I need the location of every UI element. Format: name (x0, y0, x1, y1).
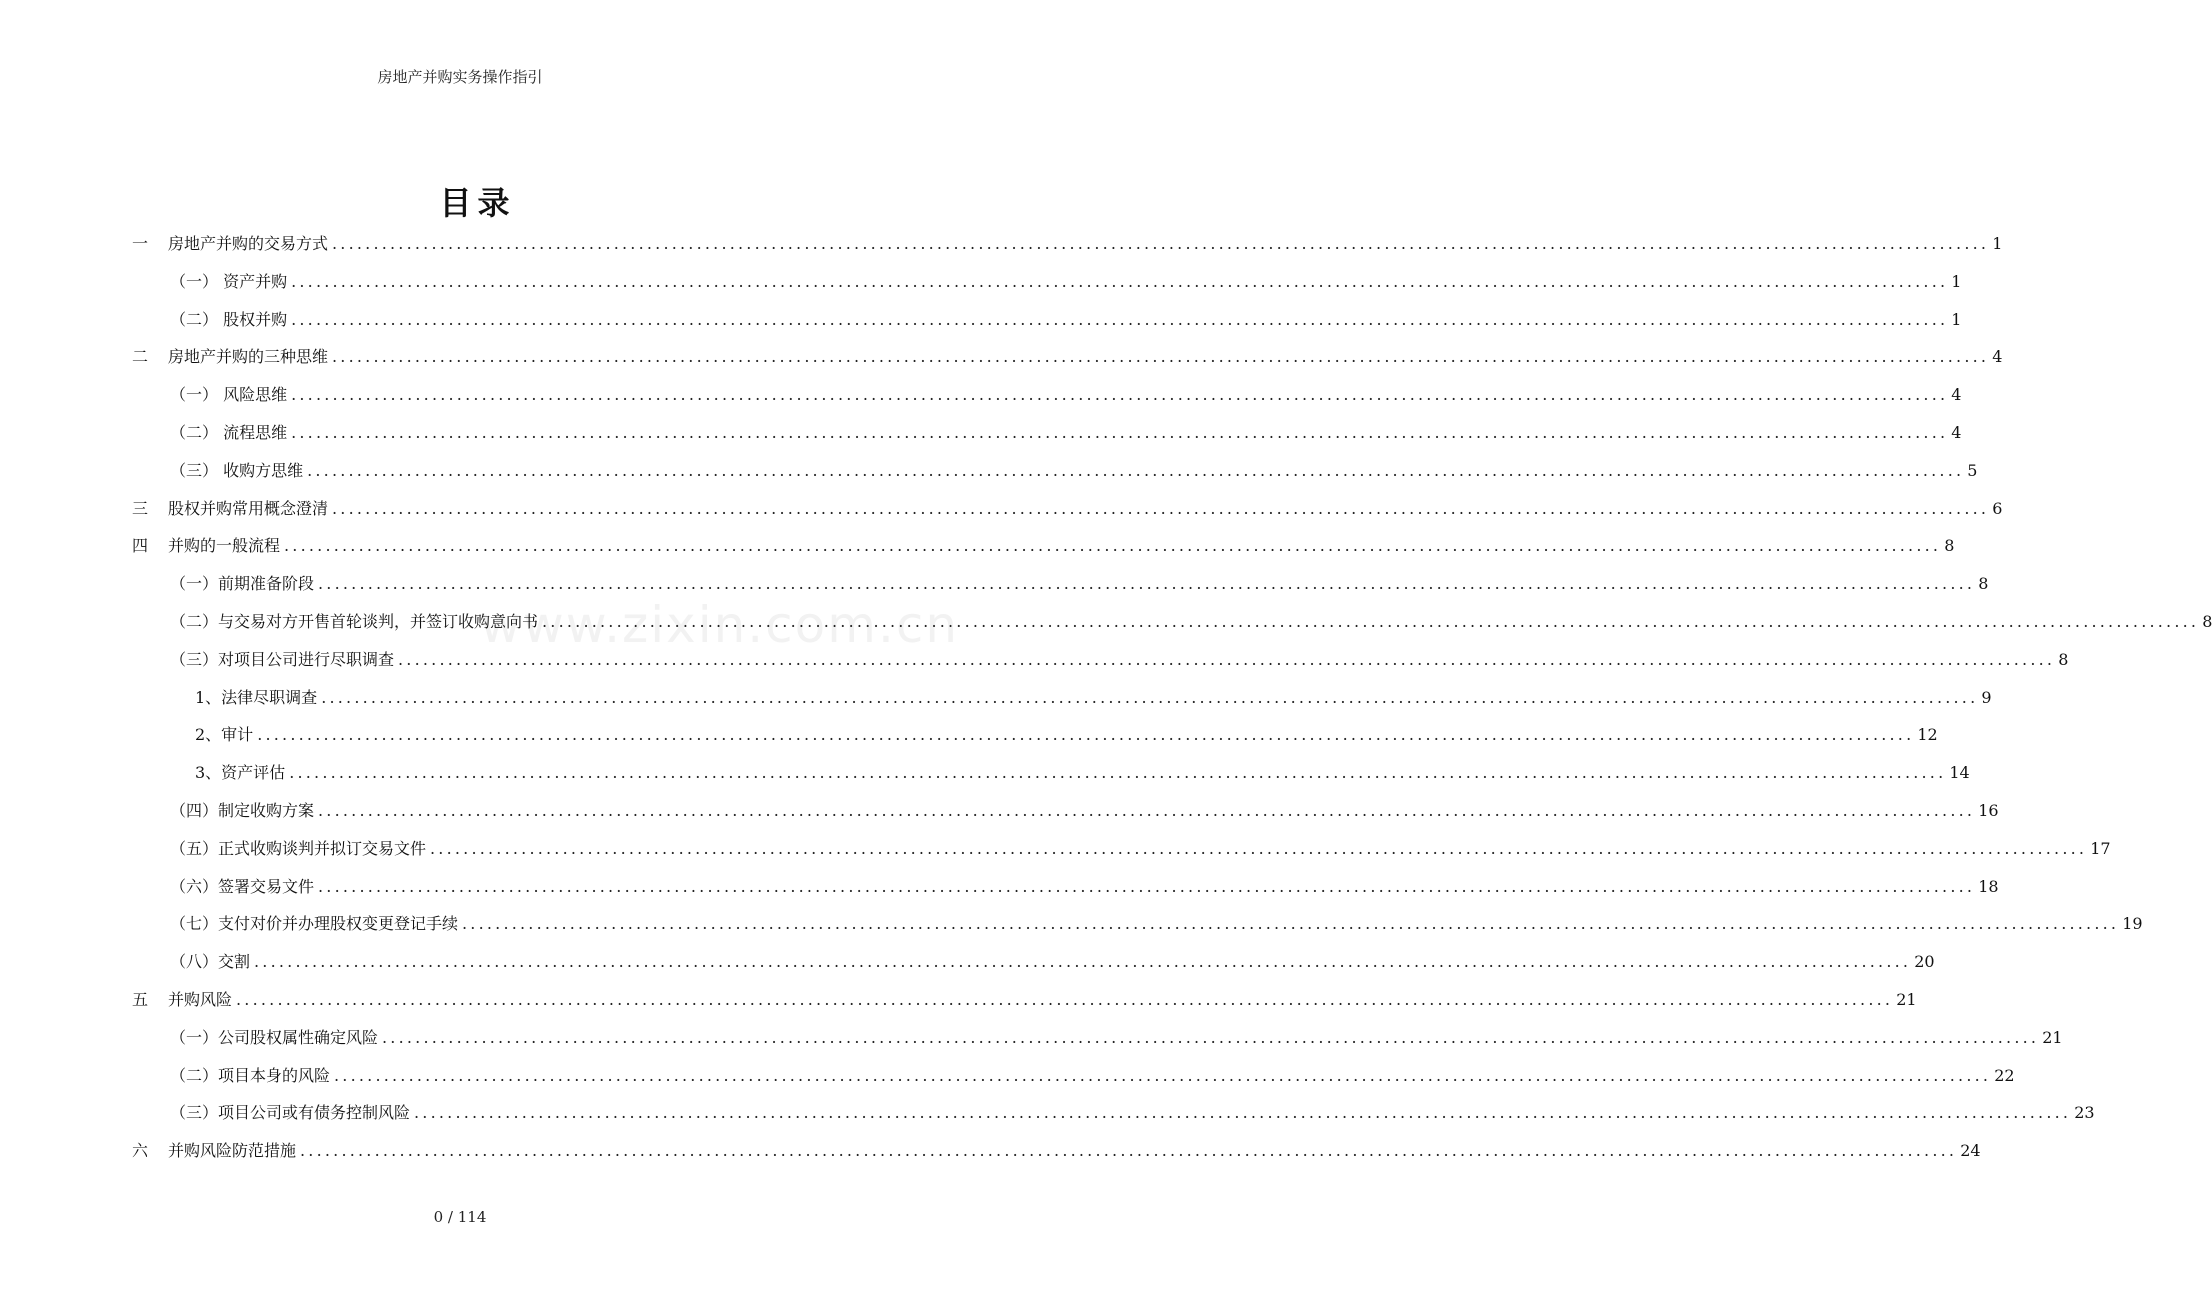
toc-entry[interactable] (132, 493, 2003, 519)
toc-entry-page: 4 (1951, 423, 1962, 442)
toc-entry-text: 并购风险防范措施 (168, 1141, 297, 1161)
toc-entry-text: （三）项目公司或有债务控制风险 (170, 1103, 411, 1123)
toc-entry-label (195, 763, 289, 783)
toc-entry[interactable] (132, 984, 1917, 1010)
toc-entry-page: 20 (1914, 952, 1935, 972)
toc-entry-number: 五 (132, 990, 149, 1009)
dot-leader: ........................................................................................................................................................................................................ (382, 1027, 2040, 1047)
toc-entry-page: 9 (1981, 687, 1992, 707)
toc-entry-text: 并购的一般流程 (168, 536, 281, 556)
toc-entry-label (195, 688, 321, 708)
page-title: 目录 (439, 184, 516, 222)
toc-entry-label (170, 650, 398, 670)
toc-entry-text: 房地产并购的三种思维 (168, 347, 329, 367)
toc-entry-label (132, 1141, 300, 1161)
watermark: www.zixin.com.cn (480, 596, 960, 654)
toc-entry-label (132, 536, 284, 556)
toc-entry-label (170, 914, 462, 934)
dot-leader: ........................................................................................................................................................................................................ (334, 1065, 1992, 1085)
toc-entry[interactable] (170, 606, 2212, 632)
toc-entry-number: 二 (132, 347, 149, 367)
page-number: 0 / 114 (433, 1208, 487, 1226)
toc-entry-page: 17 (2090, 838, 2111, 858)
toc-entry-page: 8 (1944, 536, 1955, 556)
toc-entry[interactable] (170, 417, 1962, 443)
toc-entry-label (170, 310, 291, 330)
toc-entry[interactable] (170, 455, 1978, 481)
toc-entry[interactable] (170, 304, 1962, 330)
toc-entry[interactable] (195, 719, 1938, 745)
toc-entry-page: 24 (1960, 1141, 1981, 1161)
toc-entry-label (170, 1028, 382, 1048)
toc-entry-page: 4 (1951, 385, 1962, 405)
toc-entry[interactable] (170, 266, 1962, 292)
toc-entry-text: 房地产并购的交易方式 (168, 234, 329, 253)
toc-entry-page: 1 (1951, 309, 1962, 329)
toc-entry-label (132, 499, 332, 519)
toc-entry-text: 并购风险 (168, 990, 233, 1009)
toc-entry-label (170, 801, 318, 821)
toc-entry-label (170, 839, 430, 859)
toc-entry-text: （二）与交易对方开售首轮谈判，并签订收购意向书 (170, 612, 539, 631)
dot-leader: ........................................................................................................................................................................................................ (321, 687, 1979, 707)
toc-entry-label (132, 234, 332, 254)
toc-entry-page: 1 (1992, 234, 2003, 253)
toc-entry[interactable] (170, 833, 2111, 859)
toc-entry[interactable] (170, 568, 1989, 594)
toc-entry-page: 18 (1978, 876, 1999, 896)
dot-leader: ........................................................................................................................................................................................................ (462, 914, 2120, 934)
toc-entry-text: （二） 股权并购 (170, 309, 288, 329)
dot-leader: ........................................................................................................................................................................................................ (542, 612, 2200, 631)
toc-entry-page: 8 (2058, 649, 2069, 669)
toc-entry[interactable] (170, 795, 1999, 821)
toc-entry-page: 21 (2042, 1027, 2063, 1047)
toc-entry-text: （三）对项目公司进行尽职调查 (170, 649, 395, 669)
toc-entry-text: （八）交割 (170, 952, 251, 972)
dot-leader: ........................................................................................................................................................................................................ (332, 234, 1990, 253)
dot-leader: ........................................................................................................................................................................................................ (307, 460, 1965, 480)
dot-leader: ........................................................................................................................................................................................................ (254, 952, 1912, 972)
toc-entry-label (170, 385, 291, 405)
dot-leader: ........................................................................................................................................................................................................ (300, 1141, 1958, 1161)
toc-entry-label (170, 612, 542, 632)
toc-entry-text: 股权并购常用概念澄清 (168, 498, 329, 518)
toc-entry-text: （一） 风险思维 (170, 385, 288, 405)
toc-entry-text: （一）前期准备阶段 (170, 574, 315, 594)
toc-entry-text: （一） 资产并购 (170, 271, 288, 291)
toc-entry-page: 5 (1967, 460, 1978, 480)
dot-leader: ........................................................................................................................................................................................................ (291, 423, 1949, 442)
toc-entry[interactable] (170, 1022, 2063, 1048)
toc-entry-text: （二） 流程思维 (170, 423, 288, 442)
dot-leader: ........................................................................................................................................................................................................ (289, 763, 1947, 783)
toc-entry-label (132, 347, 332, 367)
dot-leader: ........................................................................................................................................................................................................ (318, 876, 1976, 896)
dot-leader: ........................................................................................................................................................................................................ (291, 271, 1949, 291)
toc-entry-text: （四）制定收购方案 (170, 801, 315, 820)
dot-leader: ........................................................................................................................................................................................................ (318, 574, 1976, 594)
toc-entry-text: （二）项目本身的风险 (170, 1065, 331, 1085)
toc-entry-page: 14 (1949, 763, 1970, 783)
toc-entry[interactable] (132, 1135, 1981, 1161)
toc-entry[interactable] (170, 871, 1999, 897)
toc-entry-label (170, 952, 254, 972)
toc-entry-label (170, 272, 291, 292)
dot-leader: ........................................................................................................................................................................................................ (332, 347, 1990, 367)
toc-entry-page: 19 (2122, 914, 2143, 934)
toc-entry[interactable] (132, 530, 1955, 556)
dot-leader: ........................................................................................................................................................................................................ (236, 990, 1894, 1009)
toc-entry[interactable] (132, 341, 2003, 367)
toc-entry-label (195, 725, 257, 745)
toc-entry[interactable] (132, 228, 2003, 254)
toc-entry-number: 六 (132, 1141, 149, 1161)
toc-entry-page: 12 (1917, 725, 1938, 745)
dot-leader: ........................................................................................................................................................................................................ (414, 1103, 2072, 1123)
toc-entry[interactable] (195, 682, 1992, 708)
toc-entry-text: 3、资产评估 (195, 763, 286, 783)
toc-entry-label (132, 990, 236, 1010)
toc-entry[interactable] (170, 1060, 2015, 1086)
toc-entry-number: 四 (132, 536, 149, 556)
toc-entry-label (170, 1066, 334, 1086)
toc-entry[interactable] (170, 946, 1935, 972)
dot-leader: ........................................................................................................................................................................................................ (332, 498, 1990, 518)
toc-entry-page: 16 (1978, 801, 1999, 820)
toc-entry-page: 8 (1978, 574, 1989, 594)
dot-leader: ........................................................................................................................................................................................................ (291, 309, 1949, 329)
toc-entry-page: 6 (1992, 498, 2003, 518)
toc-entry-label (170, 1103, 414, 1123)
toc-entry-page: 21 (1896, 990, 1917, 1009)
toc-entry[interactable] (170, 1097, 2095, 1123)
toc-entry-text: （六）签署交易文件 (170, 876, 315, 896)
toc-entry-number: 一 (132, 234, 149, 253)
toc-entry[interactable] (170, 908, 2143, 934)
dot-leader: ........................................................................................................................................................................................................ (430, 838, 2088, 858)
page-header: 房地产并购实务操作指引 (377, 68, 543, 86)
toc-entry-page: 8 (2202, 612, 2212, 631)
toc-entry-label (170, 877, 318, 897)
toc-entry-text: 2、审计 (195, 725, 254, 745)
toc-entry-label (170, 423, 291, 443)
toc-entry-label (170, 574, 318, 594)
toc-entry[interactable] (170, 644, 2069, 670)
toc-entry-text: （七）支付对价并办理股权变更登记手续 (170, 914, 459, 934)
dot-leader: ........................................................................................................................................................................................................ (257, 725, 1915, 745)
dot-leader: ........................................................................................................................................................................................................ (291, 385, 1949, 405)
toc-entry-text: 1、法律尽职调查 (195, 687, 318, 707)
toc-entry-label (170, 461, 307, 481)
toc-entry-text: （五）正式收购谈判并拟订交易文件 (170, 838, 427, 858)
dot-leader: ........................................................................................................................................................................................................ (318, 801, 1976, 820)
toc-entry-number: 三 (132, 498, 149, 518)
dot-leader: ........................................................................................................................................................................................................ (284, 536, 1942, 556)
toc-entry-text: （一）公司股权属性确定风险 (170, 1027, 379, 1047)
toc-entry-page: 1 (1951, 271, 1962, 291)
toc-entry[interactable] (170, 379, 1962, 405)
dot-leader: ........................................................................................................................................................................................................ (398, 649, 2056, 669)
toc-entry-text: （三） 收购方思维 (170, 460, 304, 480)
toc-entry-page: 23 (2074, 1103, 2095, 1123)
toc-entry[interactable] (195, 757, 1970, 783)
toc-entry-page: 4 (1992, 347, 2003, 367)
toc-entry-page: 22 (1994, 1065, 2015, 1085)
